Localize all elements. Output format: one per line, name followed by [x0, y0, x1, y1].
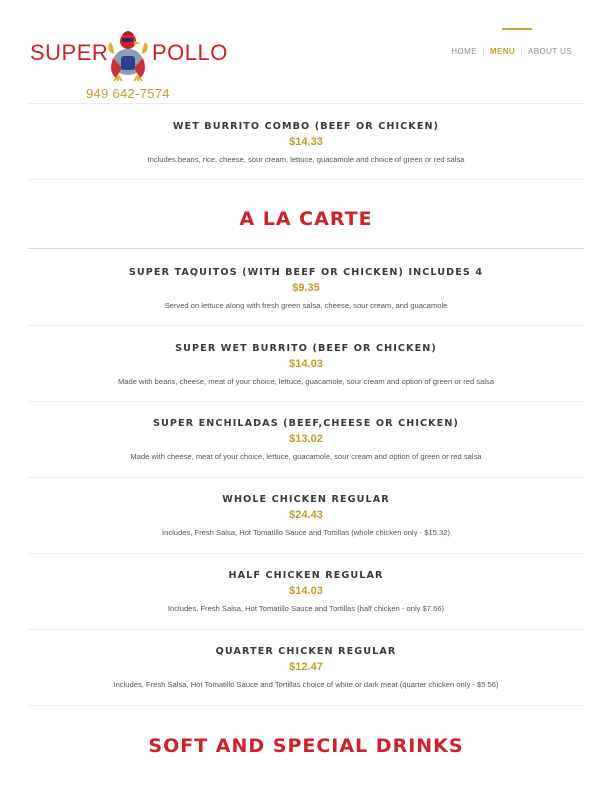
main-nav — [445, 47, 578, 57]
item-description: Includes, Fresh Salsa, Hot Tomatillo Sauce and Tortillas choice of white or dark meat (quarter chicken only - $5.56) — [113, 680, 499, 689]
item-name: SUPER TAQUITOS (WITH BEEF OR CHICKEN) INCLUDES 4 — [128, 267, 484, 278]
item-price: $14.33 — [289, 136, 323, 148]
menu-item — [28, 267, 584, 310]
section-divider — [28, 248, 584, 249]
divider — [28, 325, 584, 326]
item-price: $13.02 — [289, 433, 323, 445]
logo-word-pollo: POLLO — [152, 40, 228, 65]
menu-item — [28, 494, 584, 537]
logo-word-super: SUPER — [30, 40, 109, 65]
item-name: WET BURRITO COMBO (BEEF OR CHICKEN) — [172, 121, 440, 132]
divider — [28, 705, 584, 706]
divider — [28, 477, 584, 478]
nav-about-us[interactable]: ABOUT US — [528, 47, 572, 56]
divider — [28, 553, 584, 554]
item-price: $12.47 — [289, 661, 323, 673]
item-name: HALF CHICKEN REGULAR — [228, 570, 384, 581]
item-name: WHOLE CHICKEN REGULAR — [222, 494, 390, 505]
item-price: $24.43 — [289, 509, 323, 521]
menu-item — [28, 646, 584, 689]
section-title-soft-drinks: SOFT AND SPECIAL DRINKS — [148, 735, 464, 757]
nav-menu[interactable]: MENU — [489, 47, 516, 56]
item-name: SUPER WET BURRITO (BEEF OR CHICKEN) — [175, 343, 437, 354]
item-description: Includes, Fresh Salsa, Hot Tomatillo Sauce and Tortillas (half chicken - only $7.66) — [167, 604, 445, 613]
divider — [28, 103, 584, 104]
menu-item — [28, 343, 584, 386]
menu-item — [28, 418, 584, 461]
nav-active-indicator — [502, 28, 532, 30]
nav-home[interactable]: HOME — [451, 47, 477, 56]
item-description: Served on lettuce along with fresh green salsa, cheese, sour cream, and guacamole — [164, 301, 448, 310]
phone-number[interactable]: 949 642-7574 — [86, 86, 170, 101]
divider — [28, 629, 584, 630]
divider — [28, 179, 584, 180]
item-description: Includes beans, rice, cheese, sour cream, lettuce, guacamole and choice of green or red salsa — [147, 155, 465, 164]
item-price: $9.35 — [292, 282, 320, 294]
item-price: $14.03 — [289, 358, 323, 370]
rooster-mascot-icon — [104, 28, 152, 82]
divider — [28, 401, 584, 402]
menu-item — [28, 570, 584, 613]
section-title-a-la-carte: A LA CARTE — [239, 208, 373, 230]
item-price: $14.03 — [289, 585, 323, 597]
item-description: Made with cheese, meat of your choice, lettuce, guacamole, sour cream and option of green or red salsa — [130, 452, 482, 461]
item-description: Made with beans, cheese, meat of your choice, lettuce, guacamole, sour cream and option of green or red salsa — [117, 377, 495, 386]
logo[interactable] — [28, 28, 228, 84]
item-name: QUARTER CHICKEN REGULAR — [215, 646, 397, 657]
item-name: SUPER ENCHILADAS (BEEF,CHEESE OR CHICKEN) — [153, 418, 459, 429]
site-header — [0, 0, 612, 104]
menu-item — [28, 121, 584, 164]
item-description: Includes, Fresh Salsa, Hot Tomatillo Sauce and Tortillas (whole chicken only - $15.32) — [161, 528, 450, 537]
